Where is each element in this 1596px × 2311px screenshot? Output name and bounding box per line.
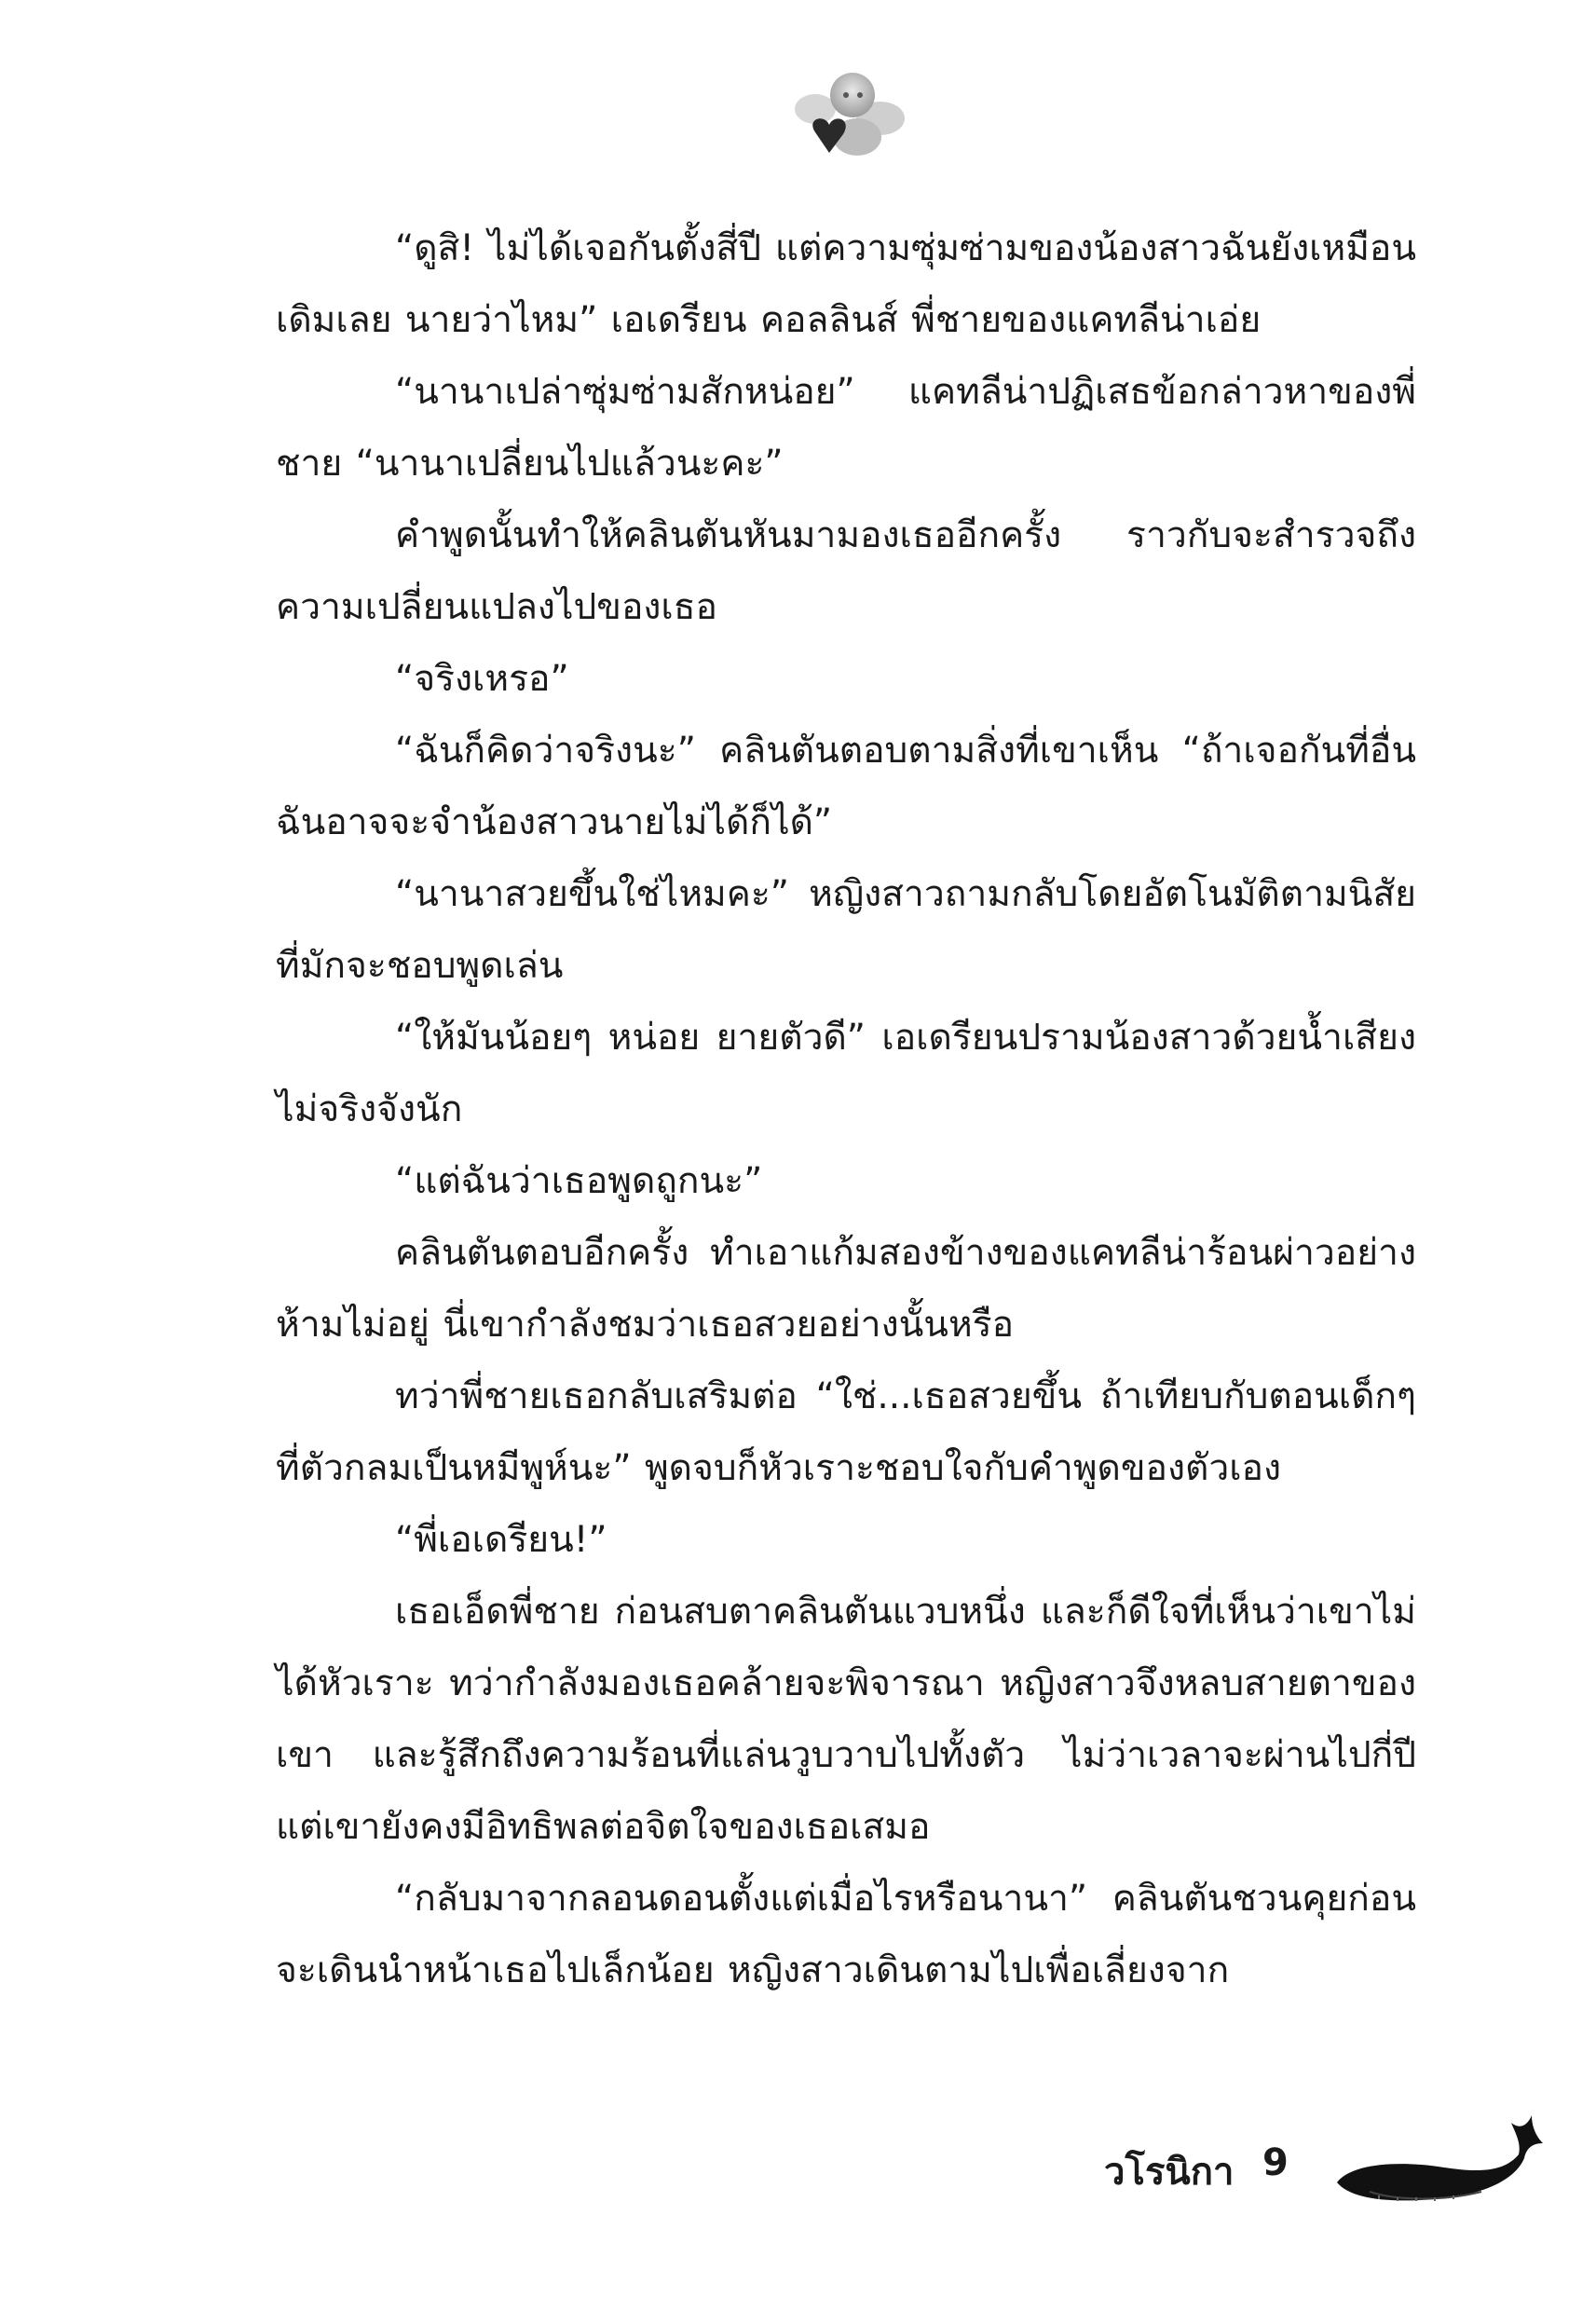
paragraph: คลินตันตอบอีกครั้ง ทำเอาแก้มสองข้างของแคทลีน่าร้อนผ่าวอย่างห้ามไม่อยู่ นี่เขากำลังชมว่าเธอสวยอย่างนั้นหรือ [276,1232,1416,1346]
paragraph: “ให้มันน้อยๆ หน่อย ยายตัวดี” เอเดรียนปรามน้องสาวด้วยน้ำเสียงไม่จริงจังนัก [276,1017,1416,1130]
paragraph: “ดูสิ! ไม่ได้เจอกันตั้งสี่ปี แต่ความซุ่มซ่ามของน้องสาวฉันยังเหมือนเดิมเลย นายว่าไหม” เอเดรียน คอลลินส์ พี่ชายของแคทลีน่าเอ่ย [276,227,1416,341]
paragraph: “นานาเปล่าซุ่มซ่ามสักหน่อย” แคทลีน่าปฏิเสธข้อกล่าวหาของพี่ชาย “นานาเปลี่ยนไปแล้วนะคะ” [276,371,1416,485]
body-text [276,212,1416,2006]
whale-icon [1332,2106,1547,2218]
paragraph: “แต่ฉันว่าเธอพูดถูกนะ” [395,1160,763,1202]
paragraph: “พี่เอเดรียน!” [395,1519,607,1561]
paragraph: “กลับมาจากลอนดอนตั้งแต่เมื่อไรหรือนานา” คลินตันชวนคุยก่อนจะเดินนำหน้าเธอไปเล็กน้อย หญิงสาวเดินตามไปเพื่อเลี่ยงจาก [276,1878,1416,1991]
paragraph: ทว่าพี่ชายเธอกลับเสริมต่อ “ใช่...เธอสวยขึ้น ถ้าเทียบกับตอนเด็กๆ ที่ตัวกลมเป็นหมีพูห์นะ” พูดจบก็หัวเราะชอบใจกับคำพูดของตัวเอง [276,1375,1416,1489]
paragraph: คำพูดนั้นทำให้คลินตันหันมามองเธออีกครั้ง ราวกับจะสำรวจถึงความเปลี่ยนแปลงไปของเธอ [276,514,1416,628]
cherub-with-heart-icon [787,67,908,160]
paragraph: เธอเอ็ดพี่ชาย ก่อนสบตาคลินตันแวบหนึ่ง และก็ดีใจที่เห็นว่าเขาไม่ได้หัวเราะ ทว่ากำลังมองเธอคล้ายจะพิจารณา หญิงสาวจึงหลบสายตาของเขา และรู้สึกถึงความร้อนที่แล่นวูบวาบไปทั้งตัว ไม่ว่าเวลาจะผ่านไปกี่ปี แต่เขายังคงมีอิทธิพลต่อจิตใจของเธอเสมอ [276,1591,1416,1848]
paragraph: “นานาสวยขึ้นใช่ไหมคะ” หญิงสาวถามกลับโดยอัตโนมัติตามนิสัยที่มักจะชอบพูดเล่น [276,873,1416,987]
book-title: วโรนิกา [1104,2151,1235,2194]
paragraph: “ฉันก็คิดว่าจริงนะ” คลินตันตอบตามสิ่งที่เขาเห็น “ถ้าเจอกันที่อื่นฉันอาจจะจำน้องสาวนายไม่ได้ก็ได้” [276,730,1416,843]
paragraph: “จริงเหรอ” [395,658,569,700]
page-number: 9 [1262,2141,1289,2184]
